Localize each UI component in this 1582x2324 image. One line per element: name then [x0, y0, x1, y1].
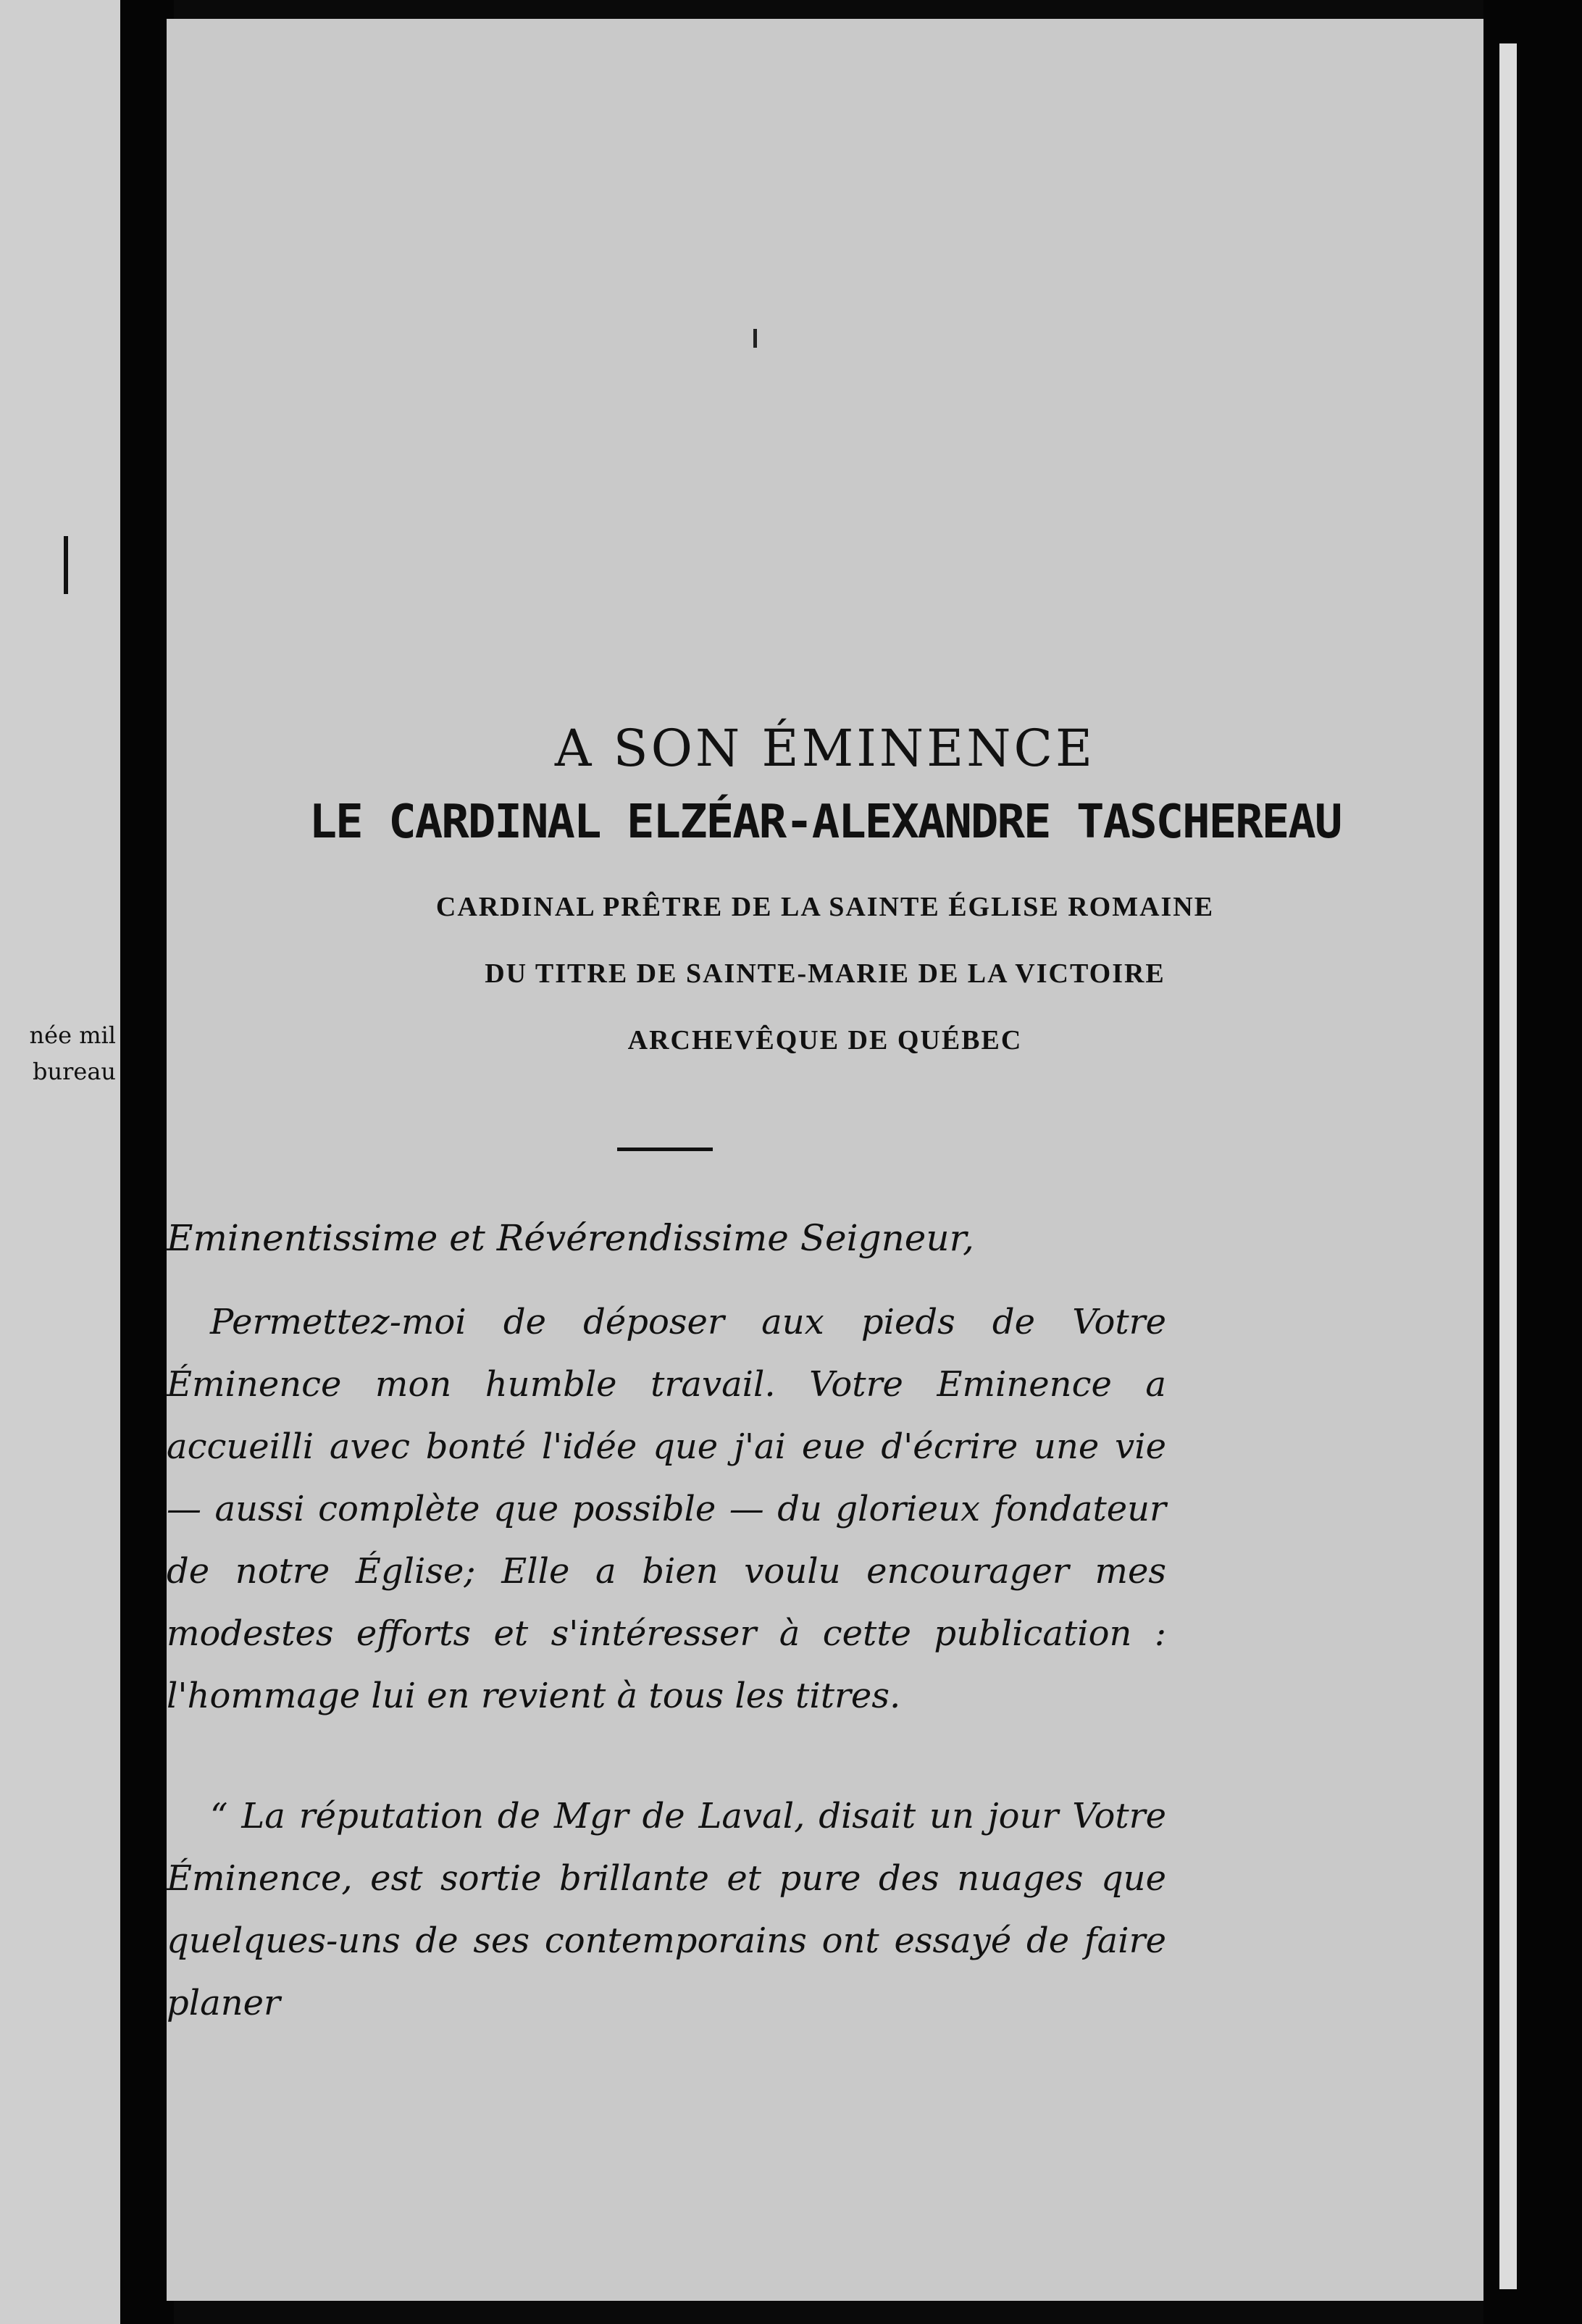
letter-paragraph-1: Permettez-moi de déposer aux pieds de Votre Éminence mon humble travail. Votre Eminence a accueilli avec bonté l'idée que j'ai eue d'écrire une vie — aussi complète que possible — du glorieux fondateur de notre Église; Elle a bien voulu encourager mes modestes efforts et s'intéresser à cette publication : l'hommage lui en revient à tous les titres.	[167, 1302, 1166, 1716]
dedication-name: LE CARDINAL ELZÉAR-ALEXANDRE TASCHEREAU	[309, 795, 1342, 849]
margin-mark	[64, 536, 68, 594]
book-gutter	[120, 0, 174, 2324]
scanned-page	[167, 19, 1483, 2301]
dedication-title-1: CARDINAL PRÊTRE DE LA SAINTE ÉGLISE ROMAINE	[435, 892, 1215, 922]
adjacent-page-text-1: née mil	[29, 1021, 116, 1049]
dedication-heading: A SON ÉMINENCE	[554, 719, 1096, 778]
letter-salutation: Eminentissime et Révérendissime Seigneur,	[167, 1217, 974, 1259]
scan-border-right	[1483, 0, 1582, 2324]
adjacent-page-text-2: bureau	[32, 1058, 116, 1085]
page-mark	[753, 329, 757, 348]
next-page-edge	[1499, 43, 1517, 2289]
letter-paragraph-2: “ La réputation de Mgr de Laval, disait un jour Votre Éminence, est sortie brillante et pure des nuages que quelques-uns de ses contemporains ont essayé de faire planer	[167, 1796, 1166, 2023]
dedication-title-2: DU TITRE DE SAINTE-MARIE DE LA VICTOIRE	[485, 958, 1165, 989]
dedication-title-3: ARCHEVÊQUE DE QUÉBEC	[627, 1025, 1023, 1056]
section-rule	[617, 1148, 713, 1151]
adjacent-page-sliver	[0, 0, 120, 2324]
